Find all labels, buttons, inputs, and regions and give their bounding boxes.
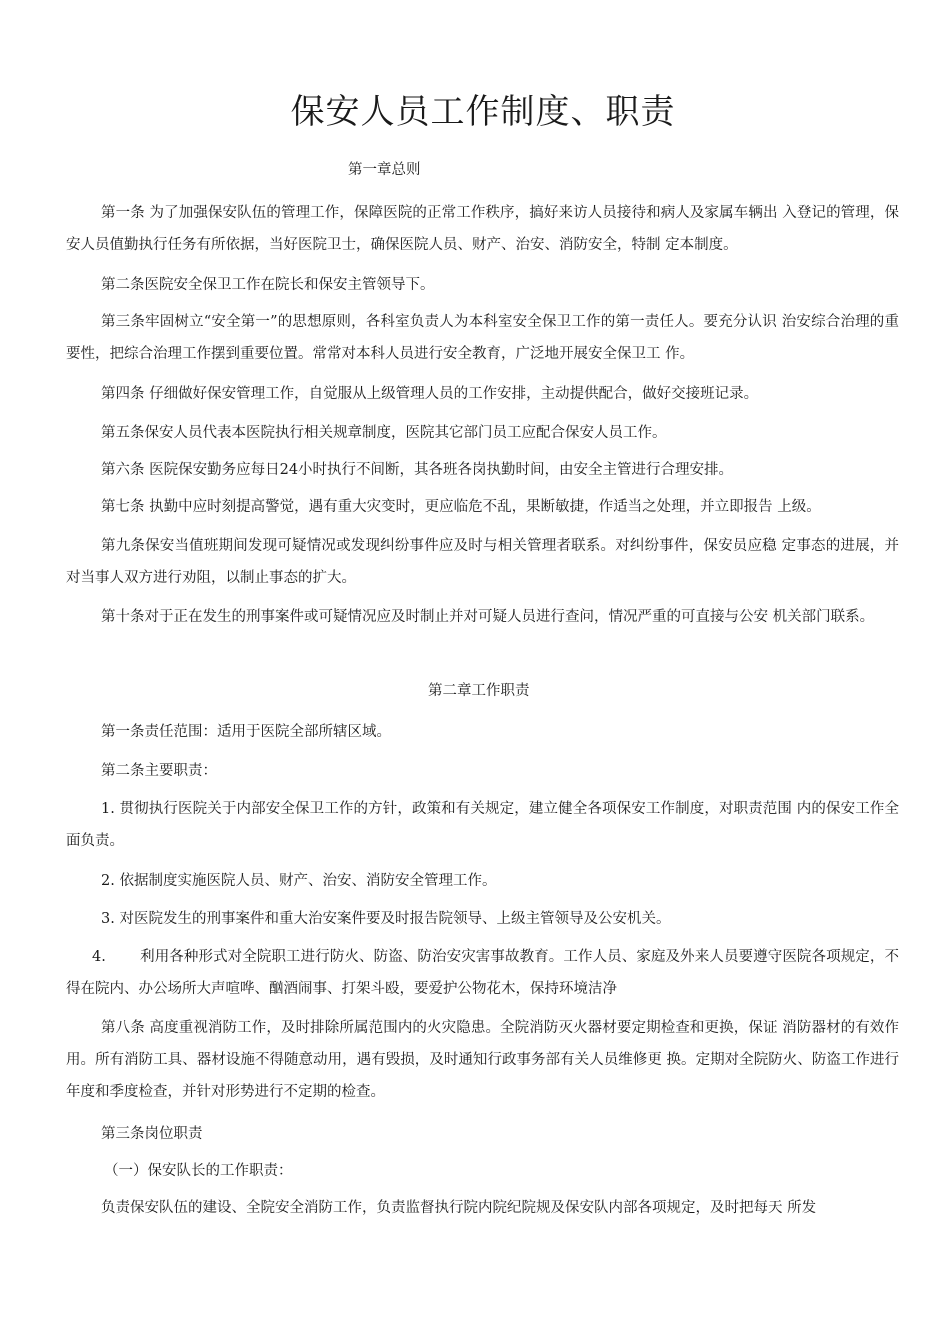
article-4: 第四条 仔细做好保安管理工作，自觉服从上级管理人员的工作安排，主动提供配合，做好交接班记录。 [101, 386, 759, 402]
ch2-article-8: 第八条 高度重视消防工作，及时排除所属范围内的火灾隐患。全院消防灭火器材要定期检查和更换，保证 消防器材的有效作用。所有消防工具、器材设施不得随意动用，遇有毁损，及时通知行政事务部有关人员维修更 换。定期对全院防火、防盗工作进行年度和季度检查，并针对形势进行不定期的检查。 [66, 1020, 899, 1100]
article-6: 第六条 医院保安勤务应每日24小时执行不间断，其各班各岗执勤时间，由安全主管进行合理安排。 [101, 462, 734, 478]
duty-item-1: 1. 贯彻执行医院关于内部安全保卫工作的方针，政策和有关规定，建立健全各项保安工作制度，对职责范围 内的保安工作全面负责。 [66, 801, 899, 849]
ch2-article-1: 第一条责任范围：适用于医院全部所辖区域。 [101, 724, 391, 740]
section-1-heading: （一）保安队长的工作职责： [104, 1163, 293, 1179]
article-7: 第七条 执勤中应时刻提高警觉，遇有重大灾变时，更应临危不乱，果断敏捷，作适当之处理，并立即报告 上级。 [101, 499, 821, 515]
duty-item-4-number: 4. [92, 949, 106, 965]
duty-item-3: 3. 对医院发生的刑事案件和重大治安案件要及时报告院领导、上级主管领导及公安机关。 [101, 911, 671, 927]
article-5: 第五条保安人员代表本医院执行相关规章制度，医院其它部门员工应配合保安人员工作。 [101, 425, 667, 441]
article-2: 第二条医院安全保卫工作在院长和保安主管领导下。 [101, 277, 435, 293]
article-9: 第九条保安当值班期间发现可疑情况或发现纠纷事件应及时与相关管理者联系。对纠纷事件，保安员应稳 定事态的进展，并对当事人双方进行劝阻，以制止事态的扩大。 [66, 538, 899, 586]
duty-item-4 [66, 941, 899, 1005]
article-10: 第十条对于正在发生的刑事案件或可疑情况应及时制止并对可疑人员进行查问，情况严重的可直接与公安 机关部门联系。 [101, 609, 875, 625]
duty-item-4-text: 利用各种形式对全院职工进行防火、防盗、防治安灾害事故教育。工作人员、家庭及外来人员要遵守医院各项规定，不得在院内、办公场所大声喧哗、酗酒闹事、打架斗殴，要爱护公物花木，保持环境洁净 [66, 949, 899, 997]
chapter-2-heading: 第二章工作职责 [428, 683, 530, 699]
article-3: 第三条牢固树立“安全第一”的思想原则，各科室负责人为本科室安全保卫工作的第一责任人。要充分认识 治安综合治理的重要性，把综合治理工作摆到重要位置。常常对本科人员进行安全教育，广泛地开展安全保卫工 作。 [66, 314, 899, 362]
article-1: 第一条 为了加强保安队伍的管理工作，保障医院的正常工作秩序，搞好来访人员接待和病人及家属车辆出 入登记的管理，保安人员值勤执行任务有所依据，当好医院卫士，确保医院人员、财产、治安、消防安全，特制 定本制度。 [66, 205, 899, 253]
chapter-1-heading: 第一章总则 [348, 162, 421, 178]
duty-item-2: 2. 依据制度实施医院人员、财产、治安、消防安全管理工作。 [101, 873, 497, 889]
ch2-article-3: 第三条岗位职责 [101, 1126, 203, 1142]
document-title: 保安人员工作制度、职责 [290, 92, 676, 132]
section-1-text: 负责保安队伍的建设、全院安全消防工作，负责监督执行院内院纪院规及保安队内部各项规定，及时把每天 所发 [101, 1200, 817, 1216]
ch2-article-2: 第二条主要职责： [101, 763, 217, 779]
